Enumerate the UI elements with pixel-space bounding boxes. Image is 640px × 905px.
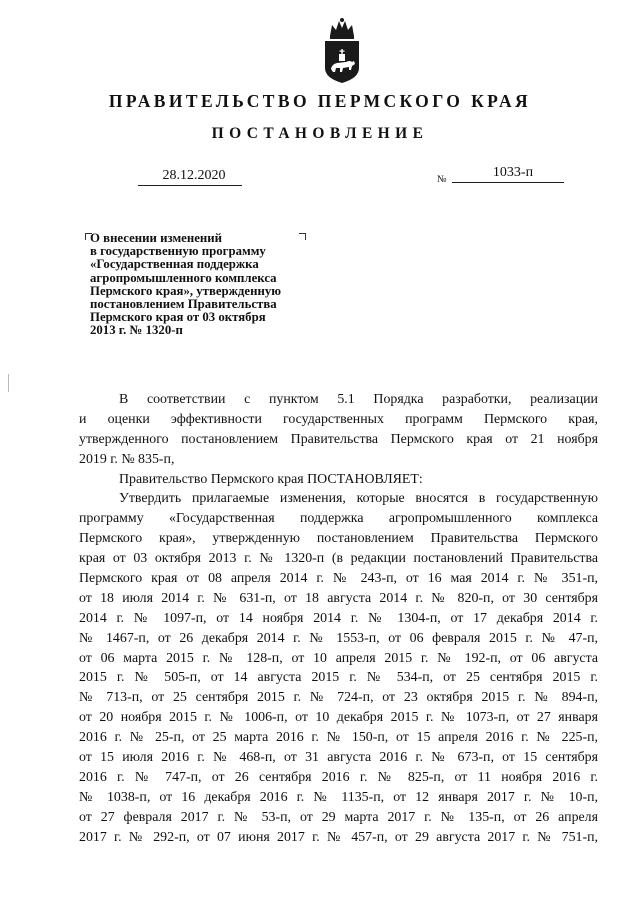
number-underline [452, 182, 564, 183]
government-title: ПРАВИТЕЛЬСТВО ПЕРМСКОГО КРАЯ [108, 91, 532, 111]
body-line: Пермского края от 08 апреля 2014 г. № 243-п, от 16 мая 2014 г. № 351-п, [79, 571, 598, 587]
body-line: 2015 г. № 505-п, от 14 августа 2015 г. № 534-п, от 25 сентября 2015 г. [79, 670, 598, 686]
subject-line: 2013 г. № 1320-п [90, 323, 183, 338]
number-sign: № [437, 174, 447, 185]
body-line: Утвердить прилагаемые изменения, которые вносятся в государственную [119, 491, 598, 507]
body-line: 2019 г. № 835-п, [79, 451, 175, 467]
body-line: 2017 г. № 292-п, от 07 июня 2017 г. № 457-п, от 29 августа 2017 г. № 751-п, [79, 829, 598, 845]
body-line: № 713-п, от 25 сентября 2015 г. № 724-п, от 23 октября 2015 г. № 894-п, [79, 690, 598, 706]
body-line: № 1038-п, от 16 декабря 2016 г. № 1135-п, от 12 января 2017 г. № 10-п, [79, 789, 598, 805]
body-line: утвержденного постановлением Правительства Пермского края от 21 ноября [79, 431, 598, 447]
body-line: 2016 г. № 25-п, от 25 марта 2016 г. № 150-п, от 15 апреля 2016 г. № 225-п, [79, 730, 598, 746]
body-line: края от 03 октября 2013 г. № 1320-п (в редакции постановлений Правительства [79, 551, 598, 567]
subject-line: Пермского края», утвержденную [90, 283, 282, 298]
document-body [79, 390, 598, 847]
subject-line: в государственную программу [90, 244, 266, 259]
body-line: 2014 г. № 1097-п, от 14 ноября 2014 г. № 1304-п, от 17 декабря 2014 г. [79, 610, 598, 626]
date-underline [138, 185, 242, 186]
body-line: и оценки эффективности государственных программ Пермского края, [79, 411, 598, 427]
subject-line: постановлением Правительства [90, 297, 277, 312]
subject-line: Пермского края от 03 октября [90, 310, 266, 325]
subject-line: «Государственная поддержка [90, 257, 259, 272]
body-line: Пермского края», утвержденную постановлением Правительства Пермского [79, 531, 598, 547]
body-line: от 27 февраля 2017 г. № 53-п, от 29 марта 2017 г. № 135-п, от 26 апреля [79, 809, 598, 825]
document-type: ПОСТАНОВЛЕНИЕ [211, 125, 429, 142]
document-date: 28.12.2020 [162, 168, 226, 183]
document-number: 1033-п [492, 165, 534, 180]
subject-line: агропромышленного комплекса [90, 270, 277, 285]
margin-mark [8, 374, 9, 392]
body-line: Правительство Пермского края ПОСТАНОВЛЯЕТ: [119, 471, 423, 487]
body-line: программу «Государственная поддержка агропромышленного комплекса [79, 511, 598, 527]
body-line: от 06 марта 2015 г. № 128-п, от 10 апреля 2015 г. № 192-п, от 06 августа [79, 650, 598, 666]
body-line: от 20 ноября 2015 г. № 1006-п, от 10 декабря 2015 г. № 1073-п, от 27 января [79, 710, 598, 726]
document-subject [90, 232, 330, 338]
subject-line: О внесении изменений [90, 231, 223, 245]
body-line: 2016 г. № 747-п, от 26 сентября 2016 г. № 825-п, от 11 ноября 2016 г. [79, 769, 598, 785]
body-line: от 15 июля 2016 г. № 468-п, от 31 августа 2016 г. № 673-п, от 15 сентября [79, 750, 598, 766]
body-line: от 18 июля 2014 г. № 631-п, от 18 августа 2014 г. № 820-п, от 30 сентября [79, 590, 598, 606]
coat-of-arms-icon [322, 16, 362, 84]
body-line: В соответствии с пунктом 5.1 Порядка разработки, реализации [119, 392, 598, 407]
body-line: № 1467-п, от 26 декабря 2014 г. № 1553-п, от 06 февраля 2015 г. № 47-п, [79, 630, 598, 646]
